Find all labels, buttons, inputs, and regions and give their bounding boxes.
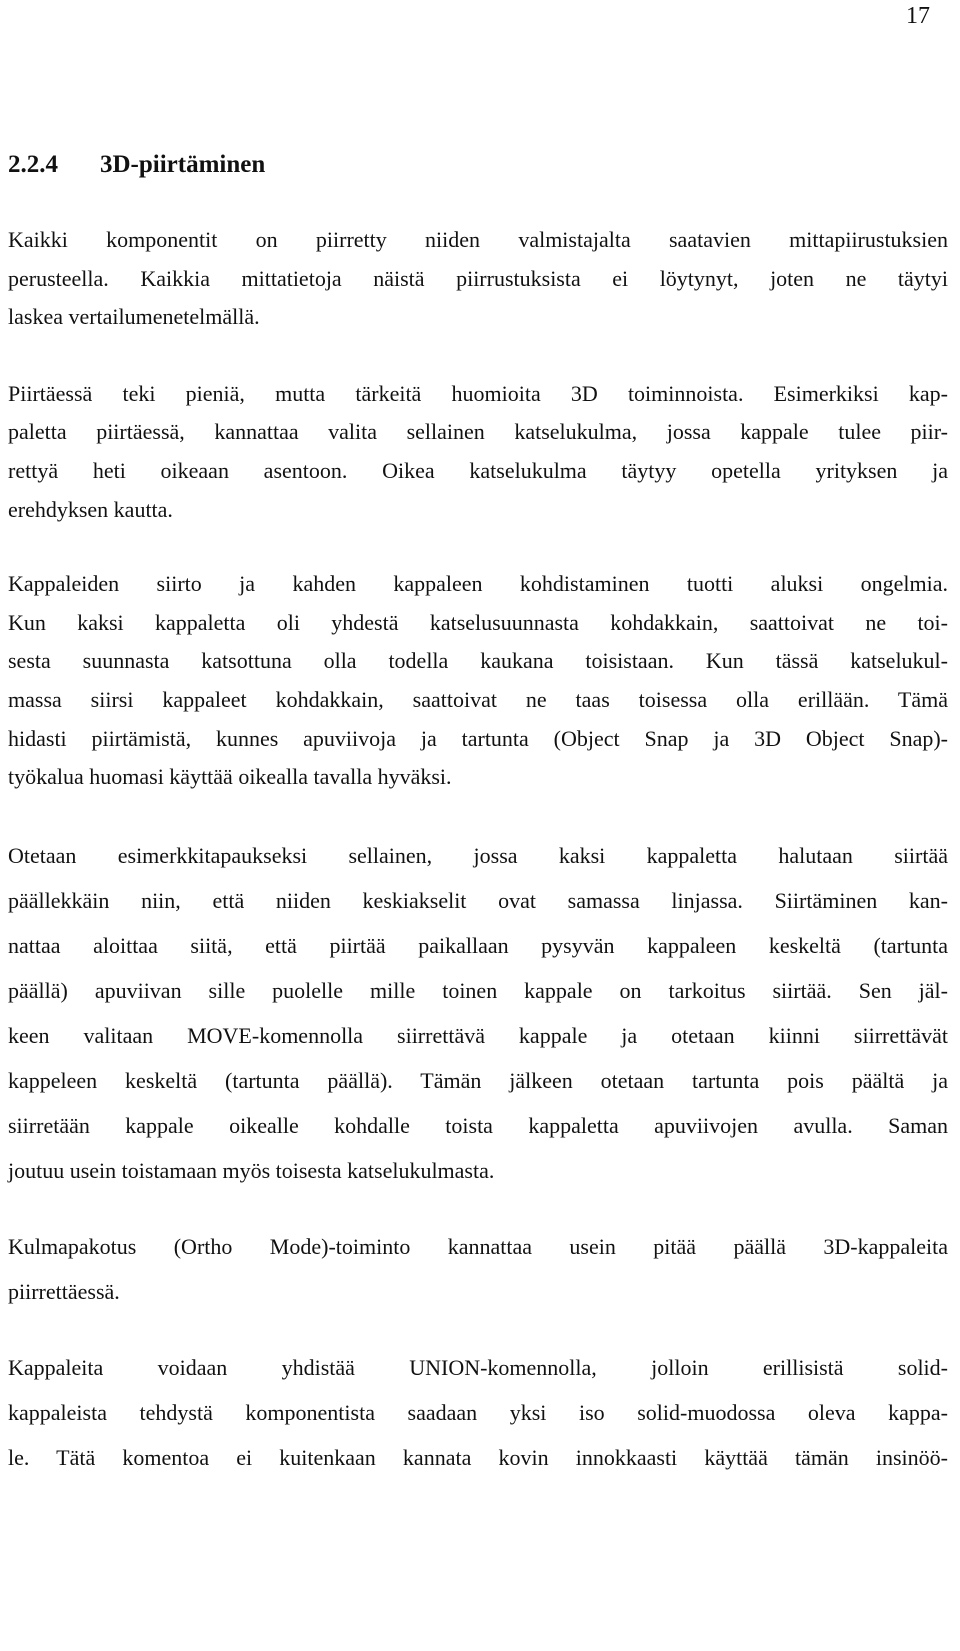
text-line: rettyä heti oikeaan asentoon. Oikea katselukulma täytyy opetella yrityksen ja: [8, 457, 948, 483]
text-line: Kappaleita voidaan yhdistää UNION-komennolla, jolloin erillisistä solid-: [8, 1354, 948, 1380]
text-line: työkalua huomasi käyttää oikealla tavalla hyväksi.: [8, 764, 452, 790]
text-line: sesta suunnasta katsottuna olla todella kaukana toisistaan. Kun tässä katselukul-: [8, 648, 948, 674]
text-line: paletta piirtäessä, kannattaa valita sellainen katselukulma, jossa kappale tulee piir-: [8, 419, 948, 445]
paragraph: [8, 833, 948, 1193]
text-line: Piirtäessä teki pieniä, mutta tärkeitä huomioita 3D toiminnoista. Esimerkiksi kap-: [8, 380, 948, 406]
text-line: siirretään kappale oikealle kohdalle toista kappaletta apuviivojen avulla. Saman: [8, 1112, 948, 1138]
text-line: Kun kaksi kappaletta oli yhdestä katselusuunnasta kohdakkain, saattoivat ne toi-: [8, 609, 948, 635]
paragraph: [8, 221, 948, 337]
section-heading: [8, 150, 265, 180]
text-line: Kaikki komponentit on piirretty niiden valmistajalta saatavien mittapiirustuksien: [8, 227, 948, 252]
text-line: joutuu usein toistamaan myös toisesta katselukulmasta.: [8, 1157, 495, 1183]
text-line: kappeleen keskeltä (tartunta päällä). Tämän jälkeen otetaan tartunta pois päältä ja: [8, 1067, 948, 1093]
paragraph: [8, 1224, 948, 1314]
section-number: 2.2.4: [8, 151, 58, 178]
body-text: [8, 221, 948, 1480]
paragraph: [8, 565, 948, 797]
section-title: 3D-piirtäminen: [100, 151, 266, 178]
text-line: Otetaan esimerkkitapaukseksi sellainen, jossa kaksi kappaletta halutaan siirtää: [8, 842, 948, 868]
paragraph: [8, 375, 948, 529]
text-line: perusteella. Kaikkia mittatietoja näistä piirrustuksista ei löytynyt, joten ne täytyi: [8, 265, 948, 291]
text-line: päällekkäin niin, että niiden keskiakselit ovat samassa linjassa. Siirtäminen kan-: [8, 887, 948, 913]
text-line: hidasti piirtämistä, kunnes apuviivoja ja tartunta (Object Snap ja 3D Object Snap)-: [8, 725, 948, 751]
text-line: nattaa aloittaa siitä, että piirtää paikallaan pysyvän kappaleen keskeltä (tartunta: [8, 932, 948, 958]
text-line: Kulmapakotus (Ortho Mode)-toiminto kannattaa usein pitää päällä 3D-kappaleita: [8, 1233, 948, 1259]
text-line: erehdyksen kautta.: [8, 496, 173, 522]
paragraph: [8, 1345, 948, 1480]
text-line: Kappaleiden siirto ja kahden kappaleen kohdistaminen tuotti aluksi ongelmia.: [8, 571, 948, 597]
page-number: 17: [906, 3, 930, 29]
text-line: laskea vertailumenetelmällä.: [8, 304, 260, 330]
text-line: massa siirsi kappaleet kohdakkain, saattoivat ne taas toisessa olla erillään. Tämä: [8, 686, 948, 712]
text-line: kappaleista tehdystä komponentista saadaan yksi iso solid-muodossa oleva kappa-: [8, 1399, 948, 1425]
text-line: päällä) apuviivan sille puolelle mille toinen kappale on tarkoitus siirtää. Sen jäl-: [8, 977, 948, 1003]
text-line: piirrettäessä.: [8, 1278, 120, 1304]
text-line: keen valitaan MOVE-komennolla siirrettävä kappale ja otetaan kiinni siirrettävät: [8, 1022, 948, 1048]
text-line: le. Tätä komentoa ei kuitenkaan kannata kovin innokkaasti käyttää tämän insinöö-: [8, 1444, 948, 1470]
